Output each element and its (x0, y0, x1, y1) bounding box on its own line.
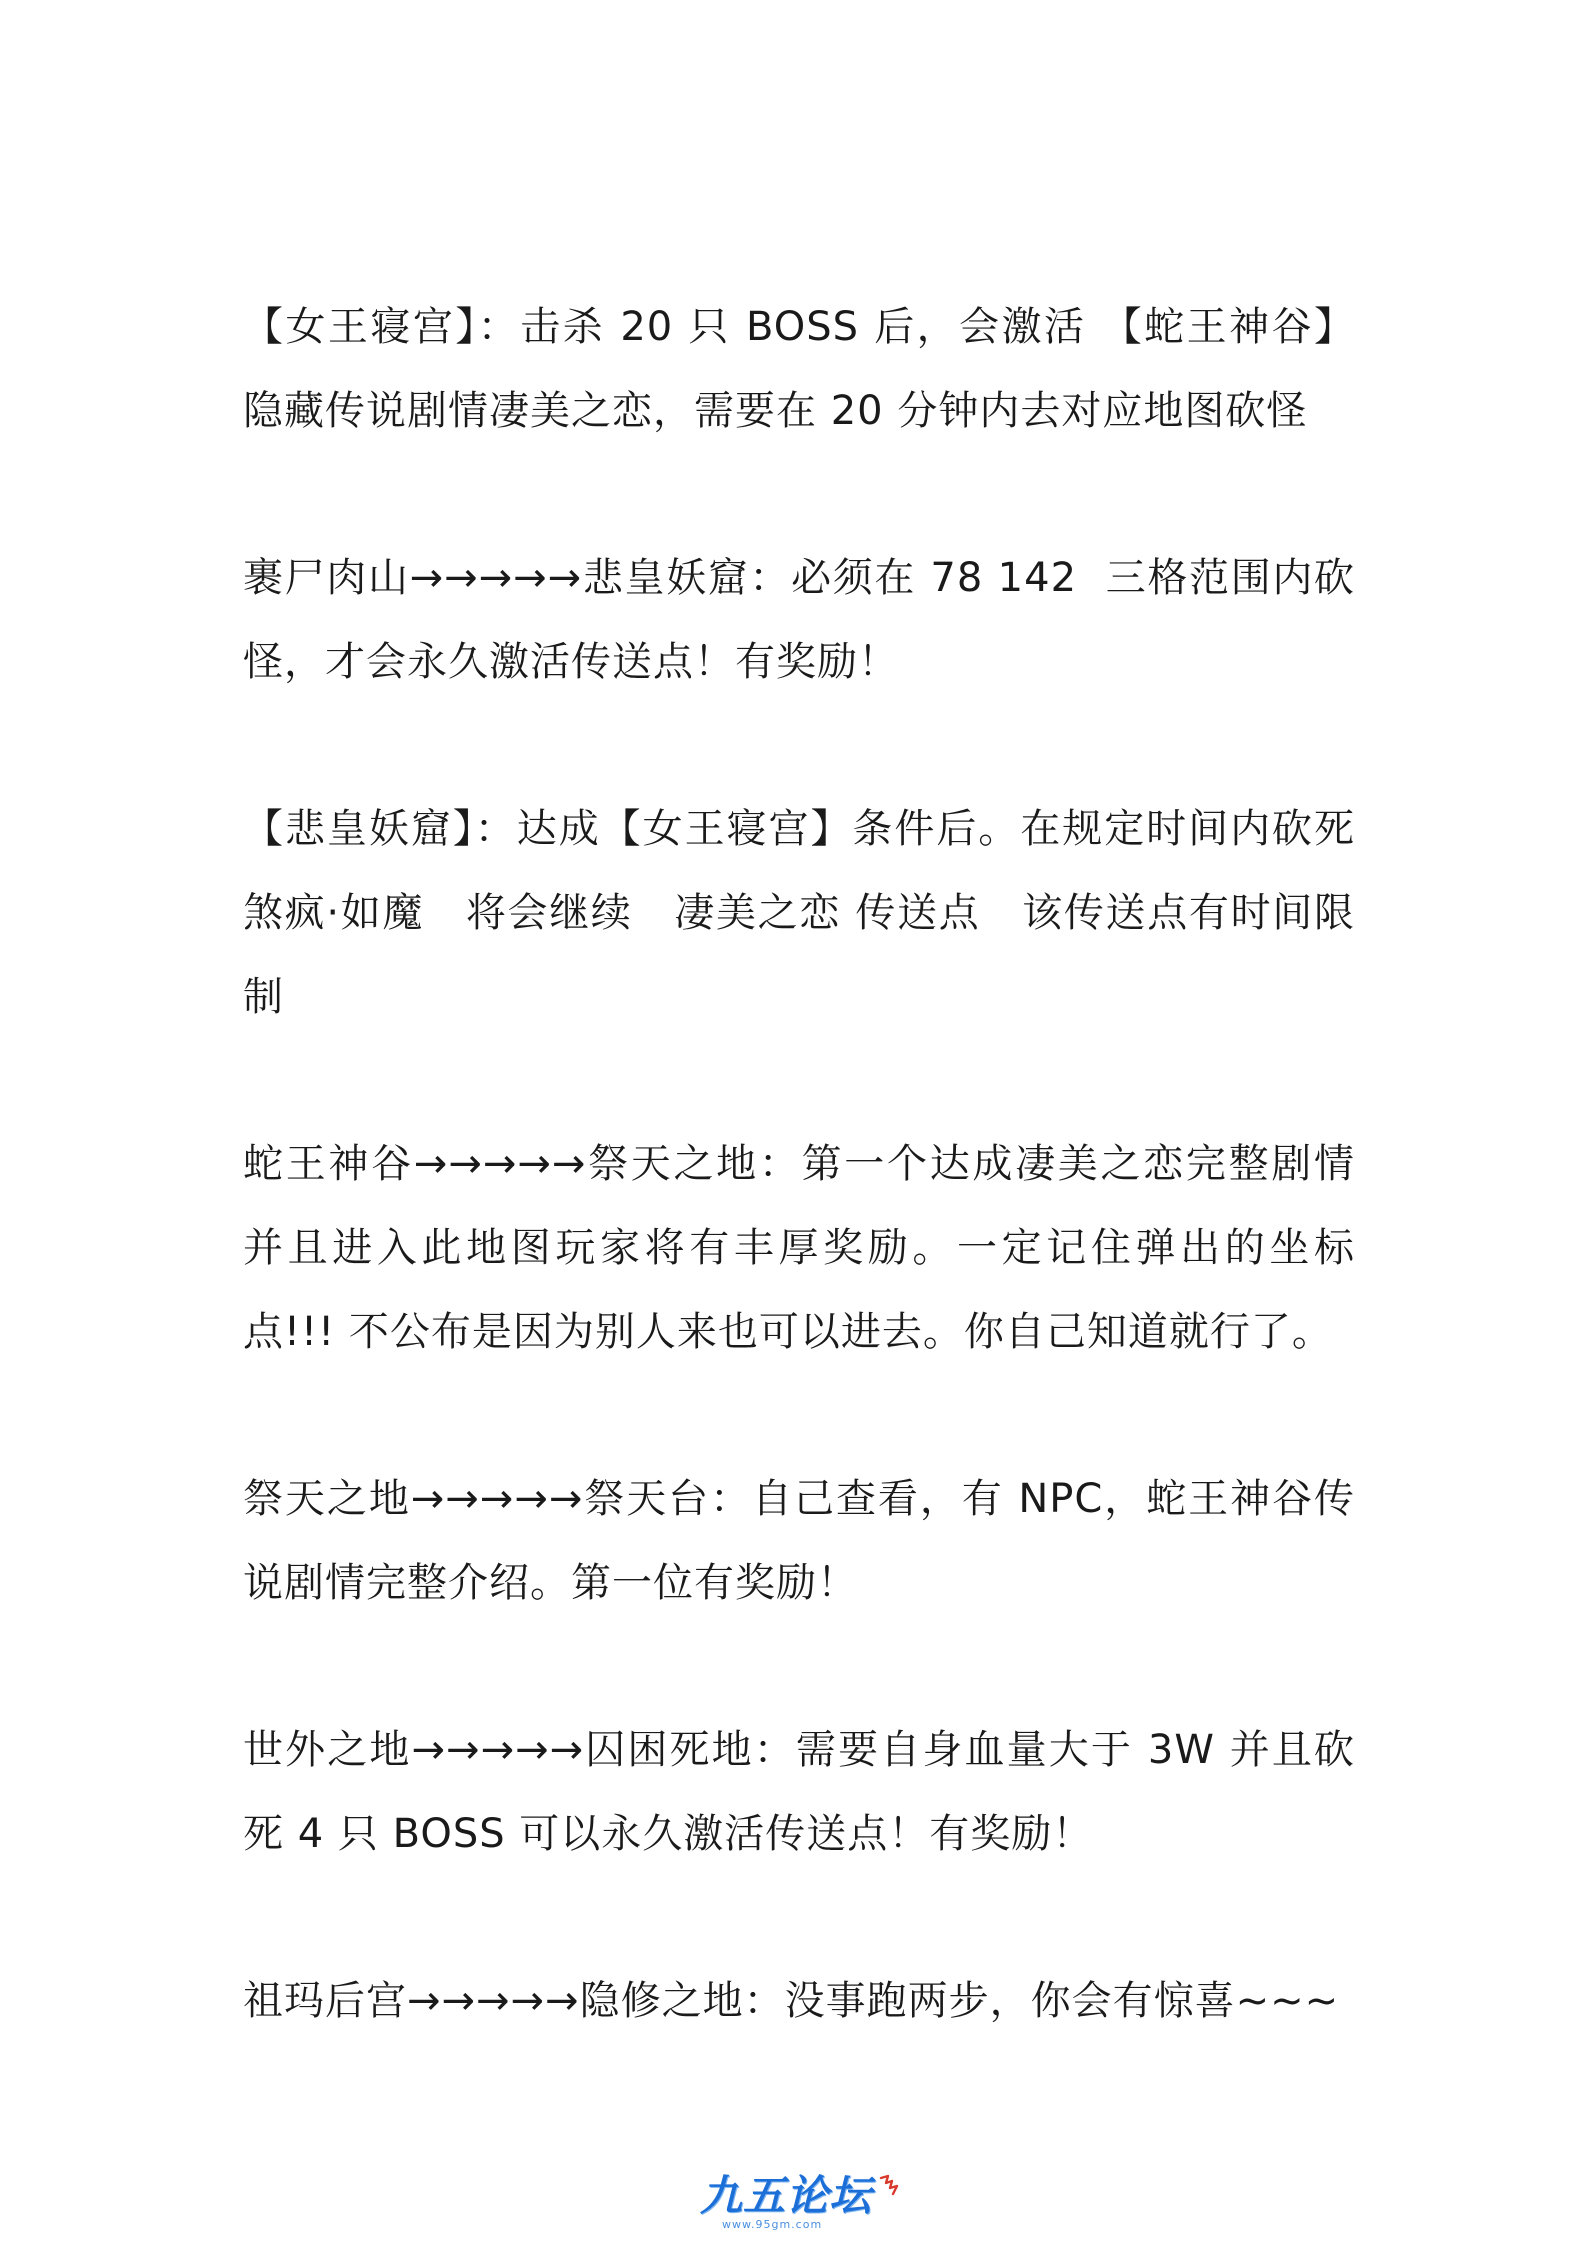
document-body (243, 285, 1410, 2043)
paragraph-queen-chamber: 【女王寝宫】：击杀 20 只 BOSS 后，会激活 【蛇王神谷】隐藏传说剧情凄美之恋，需要在 20 分钟内去对应地图砍怪 (243, 304, 1355, 434)
paragraph-outer-world: 世外之地→→→→→囚困死地：需要自身血量大于 3W 并且砍死 4 只 BOSS 可以永久激活传送点！有奖励！ (243, 1727, 1355, 1857)
forum-logo (700, 2172, 900, 2234)
paragraph-sorrow-cave: 【悲皇妖窟】：达成【女王寝宫】条件后。在规定时间内砍死 煞疯·如魔 将会继续 凄美之恋 传送点 该传送点有时间限制 (243, 806, 1410, 1020)
paragraph-snake-valley: 蛇王神谷→→→→→祭天之地：第一个达成凄美之恋完整剧情并且进入此地图玩家将有丰厚奖励。一定记住弹出的坐标点!!! 不公布是因为别人来也可以进去。你自己知道就行了。 (243, 1141, 1355, 1355)
paragraph-corpse-mountain: 裹尸肉山→→→→→悲皇妖窟：必须在 78 142 三格范围内砍怪，才会永久激活传送点！有奖励！ (243, 555, 1355, 685)
paragraph-sacrifice-land: 祭天之地→→→→→祭天台：自己查看，有 NPC，蛇王神谷传说剧情完整介绍。第一位有奖励！ (243, 1476, 1355, 1606)
forum-logo-url: www.95gm.com (722, 2218, 823, 2231)
paragraph-zuma-palace: 祖玛后宫→→→→→隐修之地：没事跑两步，你会有惊喜~~~ (243, 1978, 1340, 2024)
seal-icon (878, 2174, 900, 2196)
forum-logo-text: 九五论坛 (700, 2171, 873, 2220)
